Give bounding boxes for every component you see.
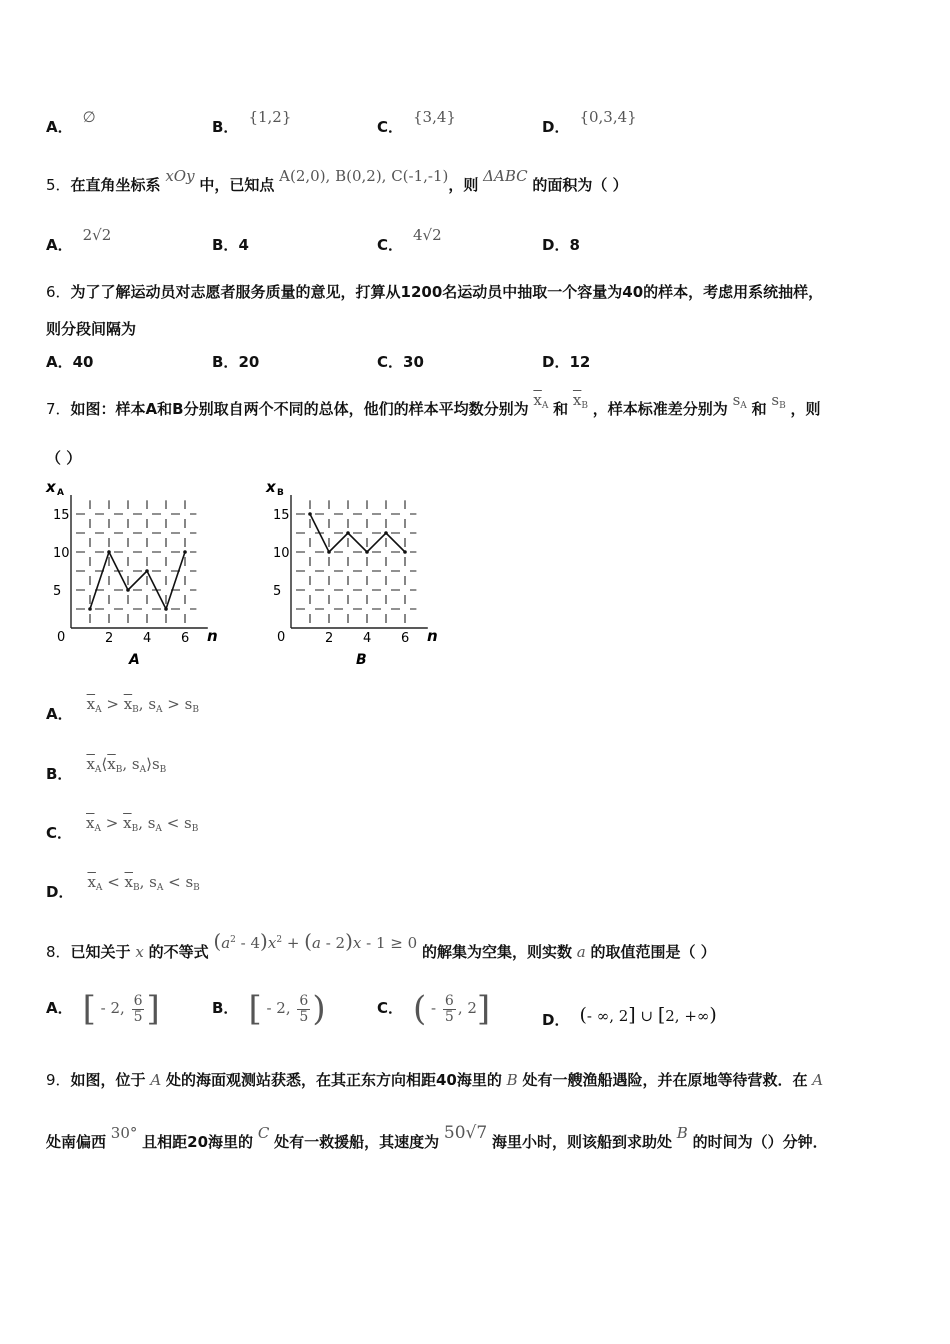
option-value: 30 <box>403 353 424 371</box>
chart-a-x-label: n <box>207 627 218 645</box>
question-9-line-2 <box>46 1123 910 1152</box>
mean-b-symbol: $\overline{x}_B$ <box>572 391 589 411</box>
option-label: B． <box>46 765 73 783</box>
q8-option-c <box>377 986 490 1031</box>
chart-b-caption: B <box>356 652 367 668</box>
option-label: D． <box>46 883 74 901</box>
option-label: B． <box>212 353 239 371</box>
option-value: 4√2 <box>413 226 442 244</box>
chart-a-y-label: x <box>46 478 56 496</box>
chart-b-data-point <box>365 550 369 554</box>
question-8 <box>46 929 910 962</box>
option-value: {0,3,4} <box>579 108 637 126</box>
question-text: ，样本标准差分别为 <box>592 400 728 418</box>
chart-b-origin: 0 <box>277 630 286 645</box>
math-expression: C <box>257 1124 270 1142</box>
chart-a-x-tick-label: 6 <box>181 631 190 646</box>
option-label: D． <box>542 353 570 371</box>
option-label: D． <box>542 118 570 136</box>
chart-b-data-point <box>327 550 331 554</box>
chart-b-x-tick-label: 6 <box>401 631 410 646</box>
option-value: 2√2 <box>82 226 112 244</box>
q6-option-a <box>46 351 93 372</box>
question-text: 处南偏西 <box>46 1133 107 1151</box>
chart-b-y-tick-label: 10 <box>273 546 290 561</box>
q8-option-a <box>46 986 160 1031</box>
q7-option-d <box>46 873 200 903</box>
chart-b <box>264 478 464 668</box>
option-value: 40 <box>72 353 94 371</box>
chart-a-y-tick-label: 15 <box>53 508 70 523</box>
chart-a-grid <box>53 495 208 646</box>
chart-b-data-point <box>384 531 388 535</box>
q4-option-d <box>542 108 637 137</box>
question-number: 9． <box>46 1071 71 1089</box>
q5-option-c <box>377 226 442 255</box>
question-text: 处有一救援船，其速度为 <box>274 1133 440 1151</box>
chart-a-series-line <box>90 552 185 609</box>
q4-option-c <box>377 108 456 137</box>
question-text: 已知关于 <box>70 943 131 961</box>
chart-a-y-sub: A <box>57 488 64 498</box>
question-text: 海里小时，则该船到求助处 <box>491 1133 672 1151</box>
question-text: 的取值范围是（ ） <box>590 943 716 961</box>
option-value: 20 <box>238 353 260 371</box>
option-value: 4 <box>238 236 249 254</box>
option-value: $\overline{x}_A > \overline{x}_B$, $s_A > s_B$ <box>86 695 199 715</box>
chart-b-x-tick-label: 4 <box>363 631 372 646</box>
question-text: 的面积为（ ） <box>532 176 628 194</box>
answer-paren: （ ） <box>46 449 82 467</box>
option-value: (- ∞, 2] ∪ [2, +∞) <box>579 1004 717 1026</box>
chart-b-y-tick-label: 5 <box>273 584 282 599</box>
option-label: D． <box>542 1011 570 1029</box>
option-label: A． <box>46 705 73 723</box>
q7-option-c <box>46 814 199 844</box>
q5-option-b <box>212 234 249 255</box>
mean-a-symbol: $\overline{x}_A$ <box>533 391 549 411</box>
math-expression: a <box>576 943 586 961</box>
chart-a-data-point <box>164 607 168 611</box>
q6-option-c <box>377 351 424 372</box>
option-value: $\overline{x}_A⟨\overline{x}_B$, $s_A⟩s_B$ <box>86 755 167 775</box>
question-text: 的不等式 <box>148 943 209 961</box>
option-label: A． <box>46 353 73 371</box>
option-value: [ - 2, $\frac{6}{5}$ ) <box>248 989 326 1029</box>
option-label: B． <box>212 999 239 1017</box>
question-text: 且相距20海里的 <box>142 1133 254 1151</box>
question-9 <box>46 1069 910 1090</box>
chart-a-y-tick-label: 10 <box>53 546 70 561</box>
option-label: A． <box>46 118 73 136</box>
option-value: 12 <box>569 353 591 371</box>
chart-b-y-sub: B <box>277 488 284 498</box>
q6-option-b <box>212 351 259 372</box>
chart-a-data-point <box>88 607 92 611</box>
option-label: C． <box>377 236 404 254</box>
chart-a-x-tick-label: 2 <box>105 631 114 646</box>
sd-a-symbol: $s_A$ <box>732 391 747 411</box>
question-text: 处有一艘渔船遇险，并在原地等待营救．在 <box>522 1071 808 1089</box>
math-expression: xOy <box>165 167 195 185</box>
chart-a-origin: 0 <box>57 630 66 645</box>
chart-b-y-tick-label: 15 <box>273 508 290 523</box>
question-number: 8． <box>46 943 71 961</box>
chart-a <box>44 478 244 668</box>
math-expression: A <box>812 1071 824 1089</box>
question-7 <box>46 391 910 420</box>
question-text: ，则 <box>448 176 479 194</box>
question-text: 中，已知点 <box>199 176 275 194</box>
option-label: A． <box>46 236 73 254</box>
chart-b-grid <box>273 495 428 646</box>
option-value: $\overline{x}_A < \overline{x}_B$, $s_A < s_B$ <box>87 873 200 893</box>
chart-a-data-point <box>126 588 130 592</box>
question-number: 7． <box>46 400 71 418</box>
q6-option-d <box>542 351 590 372</box>
question-text: 为了了解运动员对志愿者服务质量的意见，打算从1200名运动员中抽取一个容量为40的样本，考虑用系统抽样， <box>70 283 824 301</box>
option-value: ∅ <box>82 108 96 126</box>
option-label: C． <box>377 118 404 136</box>
option-value: {3,4} <box>413 108 456 126</box>
chart-a-data-point <box>183 550 187 554</box>
question-text: 的时间为（）分钟． <box>692 1133 828 1151</box>
chart-a-marks <box>88 550 187 611</box>
inequality-expression: $(a^2 - 4)x^2 + (a - 2)x - 1 \ge 0$ <box>213 929 418 953</box>
chart-a-x-tick-label: 4 <box>143 631 152 646</box>
question-6 <box>46 281 910 302</box>
math-expression: x <box>135 943 144 961</box>
option-label: C． <box>377 999 404 1017</box>
math-expression: B <box>676 1124 688 1142</box>
math-expression: B <box>506 1071 518 1089</box>
q4-option-a <box>46 108 96 137</box>
question-text: ，则 <box>790 400 821 418</box>
sd-b-symbol: $s_B$ <box>771 391 786 411</box>
q4-option-b <box>212 108 292 137</box>
question-text: 如图，位于 <box>70 1071 146 1089</box>
chart-b-data-point <box>346 531 350 535</box>
chart-b-x-tick-label: 2 <box>325 631 334 646</box>
chart-a-data-point <box>107 550 111 554</box>
math-expression: 30° <box>110 1124 138 1142</box>
math-expression: 50√7 <box>443 1123 488 1143</box>
q8-option-b <box>212 986 326 1031</box>
question-6-line-2 <box>46 318 910 339</box>
option-label: B． <box>212 118 239 136</box>
question-5 <box>46 167 910 195</box>
q7-option-a <box>46 695 199 725</box>
chart-a-y-tick-label: 5 <box>53 584 62 599</box>
question-text: 则分段间隔为 <box>46 320 137 338</box>
math-expression: A <box>150 1071 162 1089</box>
option-label: D． <box>542 236 570 254</box>
q5-option-a <box>46 226 112 255</box>
question-7-paren <box>46 447 910 468</box>
chart-a-data-point <box>145 569 149 573</box>
option-label: C． <box>46 824 73 842</box>
math-expression: ΔABC <box>483 167 528 185</box>
option-value: [ - 2, $\frac{6}{5}$ ] <box>82 989 160 1029</box>
chart-b-x-label: n <box>427 627 438 645</box>
option-value: ( - $\frac{6}{5}$ , 2] <box>413 989 491 1029</box>
question-text: 在直角坐标系 <box>70 176 161 194</box>
option-label: B． <box>212 236 239 254</box>
q7-option-b <box>46 755 167 785</box>
question-number: 6． <box>46 283 71 301</box>
option-label: A． <box>46 999 73 1017</box>
chart-b-y-label: x <box>266 478 276 496</box>
option-label: C． <box>377 353 404 371</box>
q5-option-d <box>542 234 580 255</box>
chart-b-data-point <box>403 550 407 554</box>
question-text: 如图：样本A和B分别取自两个不同的总体，他们的样本平均数分别为 <box>70 400 529 418</box>
math-expression: A(2,0), B(0,2), C(-1,-1) <box>279 167 449 185</box>
option-value: 8 <box>569 236 580 254</box>
option-value: {1,2} <box>248 108 292 126</box>
question-text: 和 <box>751 400 767 418</box>
question-text: 和 <box>553 400 569 418</box>
question-text: 处的海面观测站获悉，在其正东方向相距40海里的 <box>165 1071 502 1089</box>
option-value: $\overline{x}_A > \overline{x}_B$, $s_A < s_B$ <box>86 814 199 834</box>
q8-option-d <box>542 997 717 1042</box>
chart-b-data-point <box>308 512 312 516</box>
question-text: 的解集为空集，则实数 <box>421 943 572 961</box>
chart-a-caption: A <box>129 652 140 668</box>
question-number: 5． <box>46 176 71 194</box>
